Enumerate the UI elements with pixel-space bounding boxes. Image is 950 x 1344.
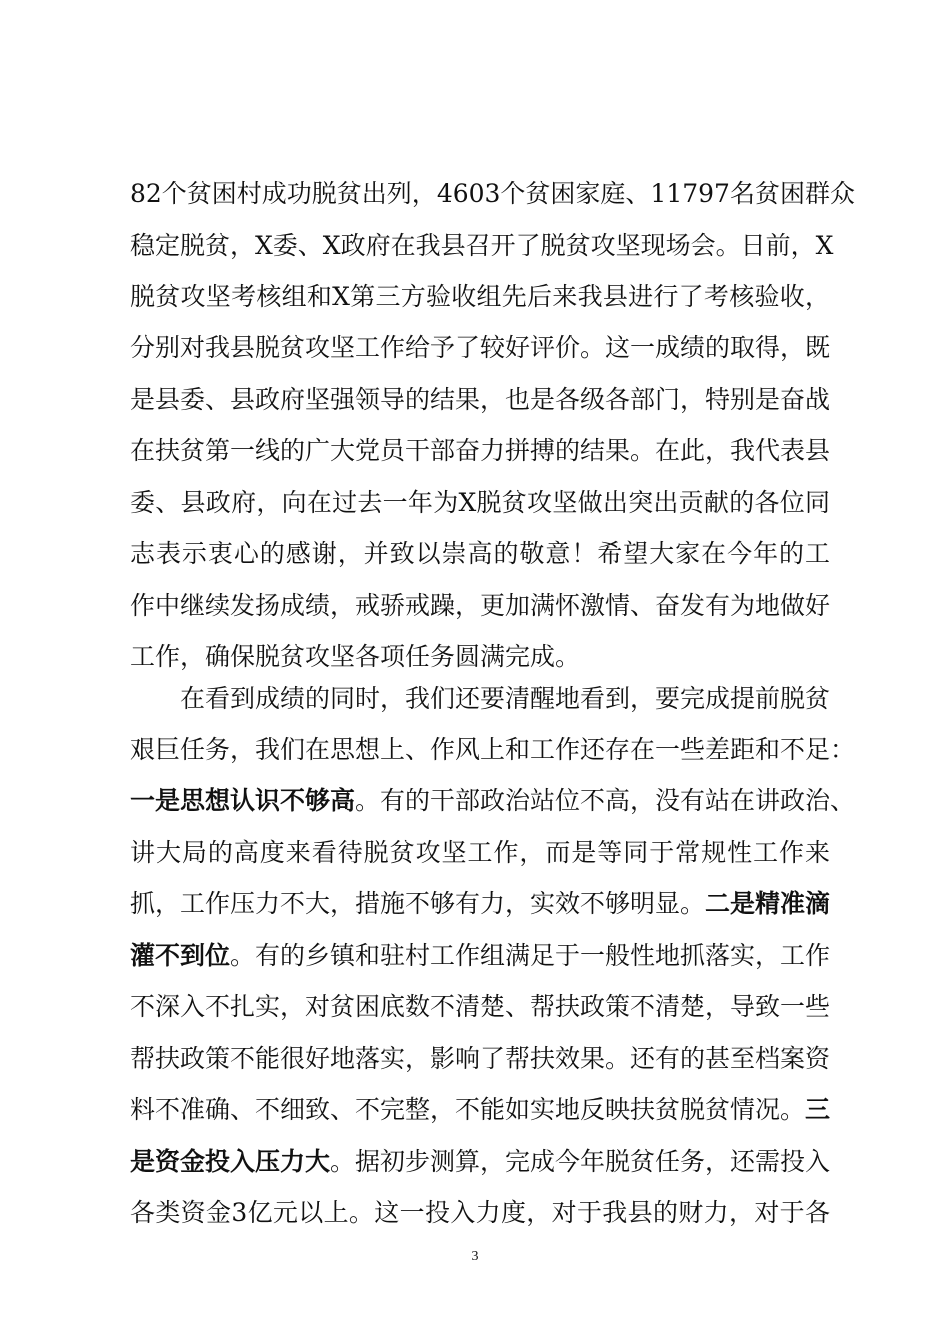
bold-heading: 一是思想认识不够高 [130, 786, 356, 815]
text-line: 不深入不扎实，对贫困底数不清楚、帮扶政策不清楚，导致一些 [130, 992, 831, 1021]
bold-heading: 二是精准滴 [705, 889, 831, 918]
text-run: 抓，工作压力不大，措施不够有力，实效不够明显。 [130, 889, 706, 918]
text-run: 。有的乡镇和驻村工作组满足于一般性地抓落实，工作 [230, 941, 831, 970]
text-run: 。有的干部政治站位不高，没有站在讲政治、 [355, 786, 856, 815]
text-line: 稳定脱贫，X委、X政府在我县召开了脱贫攻坚现场会。日前，X [130, 231, 834, 260]
text-line: 帮扶政策不能很好地落实，影响了帮扶效果。还有的甚至档案资 [130, 1044, 831, 1073]
page-number: 3 [471, 1249, 479, 1264]
text-line: 分别对我县脱贫攻坚工作给予了较好评价。这一成绩的取得，既 [130, 333, 831, 362]
text-line [130, 1142, 830, 1182]
text-line [130, 884, 830, 924]
bold-heading: 是资金投入压力大 [130, 1147, 331, 1176]
text-line: 工作，确保脱贫攻坚各项任务圆满完成。 [130, 642, 581, 671]
text-run: 。据初步测算，完成今年脱贫任务，还需投入 [330, 1147, 831, 1176]
bold-heading: 三 [805, 1095, 831, 1124]
text-line [130, 781, 856, 821]
text-line: 艰巨任务，我们在思想上、作风上和工作还存在一些差距和不足： [130, 735, 856, 764]
text-line: 作中继续发扬成绩，戒骄戒躁，更加满怀激情、奋发有为地做好 [130, 591, 831, 620]
paragraph-first-line: 在看到成绩的同时，我们还要清醒地看到，要完成提前脱贫 [180, 684, 831, 713]
text-line: 是县委、县政府坚强领导的结果，也是各级各部门，特别是奋战 [130, 385, 831, 414]
text-line: 脱贫攻坚考核组和X第三方验收组先后来我县进行了考核验收， [130, 282, 830, 311]
text-line: 各类资金3亿元以上。这一投入力度，对于我县的财力，对于各 [130, 1198, 830, 1227]
text-line: 委、县政府，向在过去一年为X脱贫攻坚做出突出贡献的各位同 [130, 488, 830, 517]
text-line [130, 1090, 830, 1130]
text-line: 志表示衷心的感谢，并致以崇高的敬意！希望大家在今年的工 [130, 539, 830, 568]
text-line: 讲大局的高度来看待脱贫攻坚工作，而是等同于常规性工作来 [130, 838, 830, 867]
bold-heading: 灌不到位 [130, 941, 231, 970]
text-line [130, 936, 830, 976]
text-line: 在扶贫第一线的广大党员干部奋力拼搏的结果。在此，我代表县 [130, 436, 831, 465]
text-run: 料不准确、不细致、不完整，不能如实地反映扶贫脱贫情况。 [130, 1095, 806, 1124]
text-line: 82个贫困村成功脱贫出列，4603个贫困家庭、11797名贫困群众 [130, 179, 855, 208]
